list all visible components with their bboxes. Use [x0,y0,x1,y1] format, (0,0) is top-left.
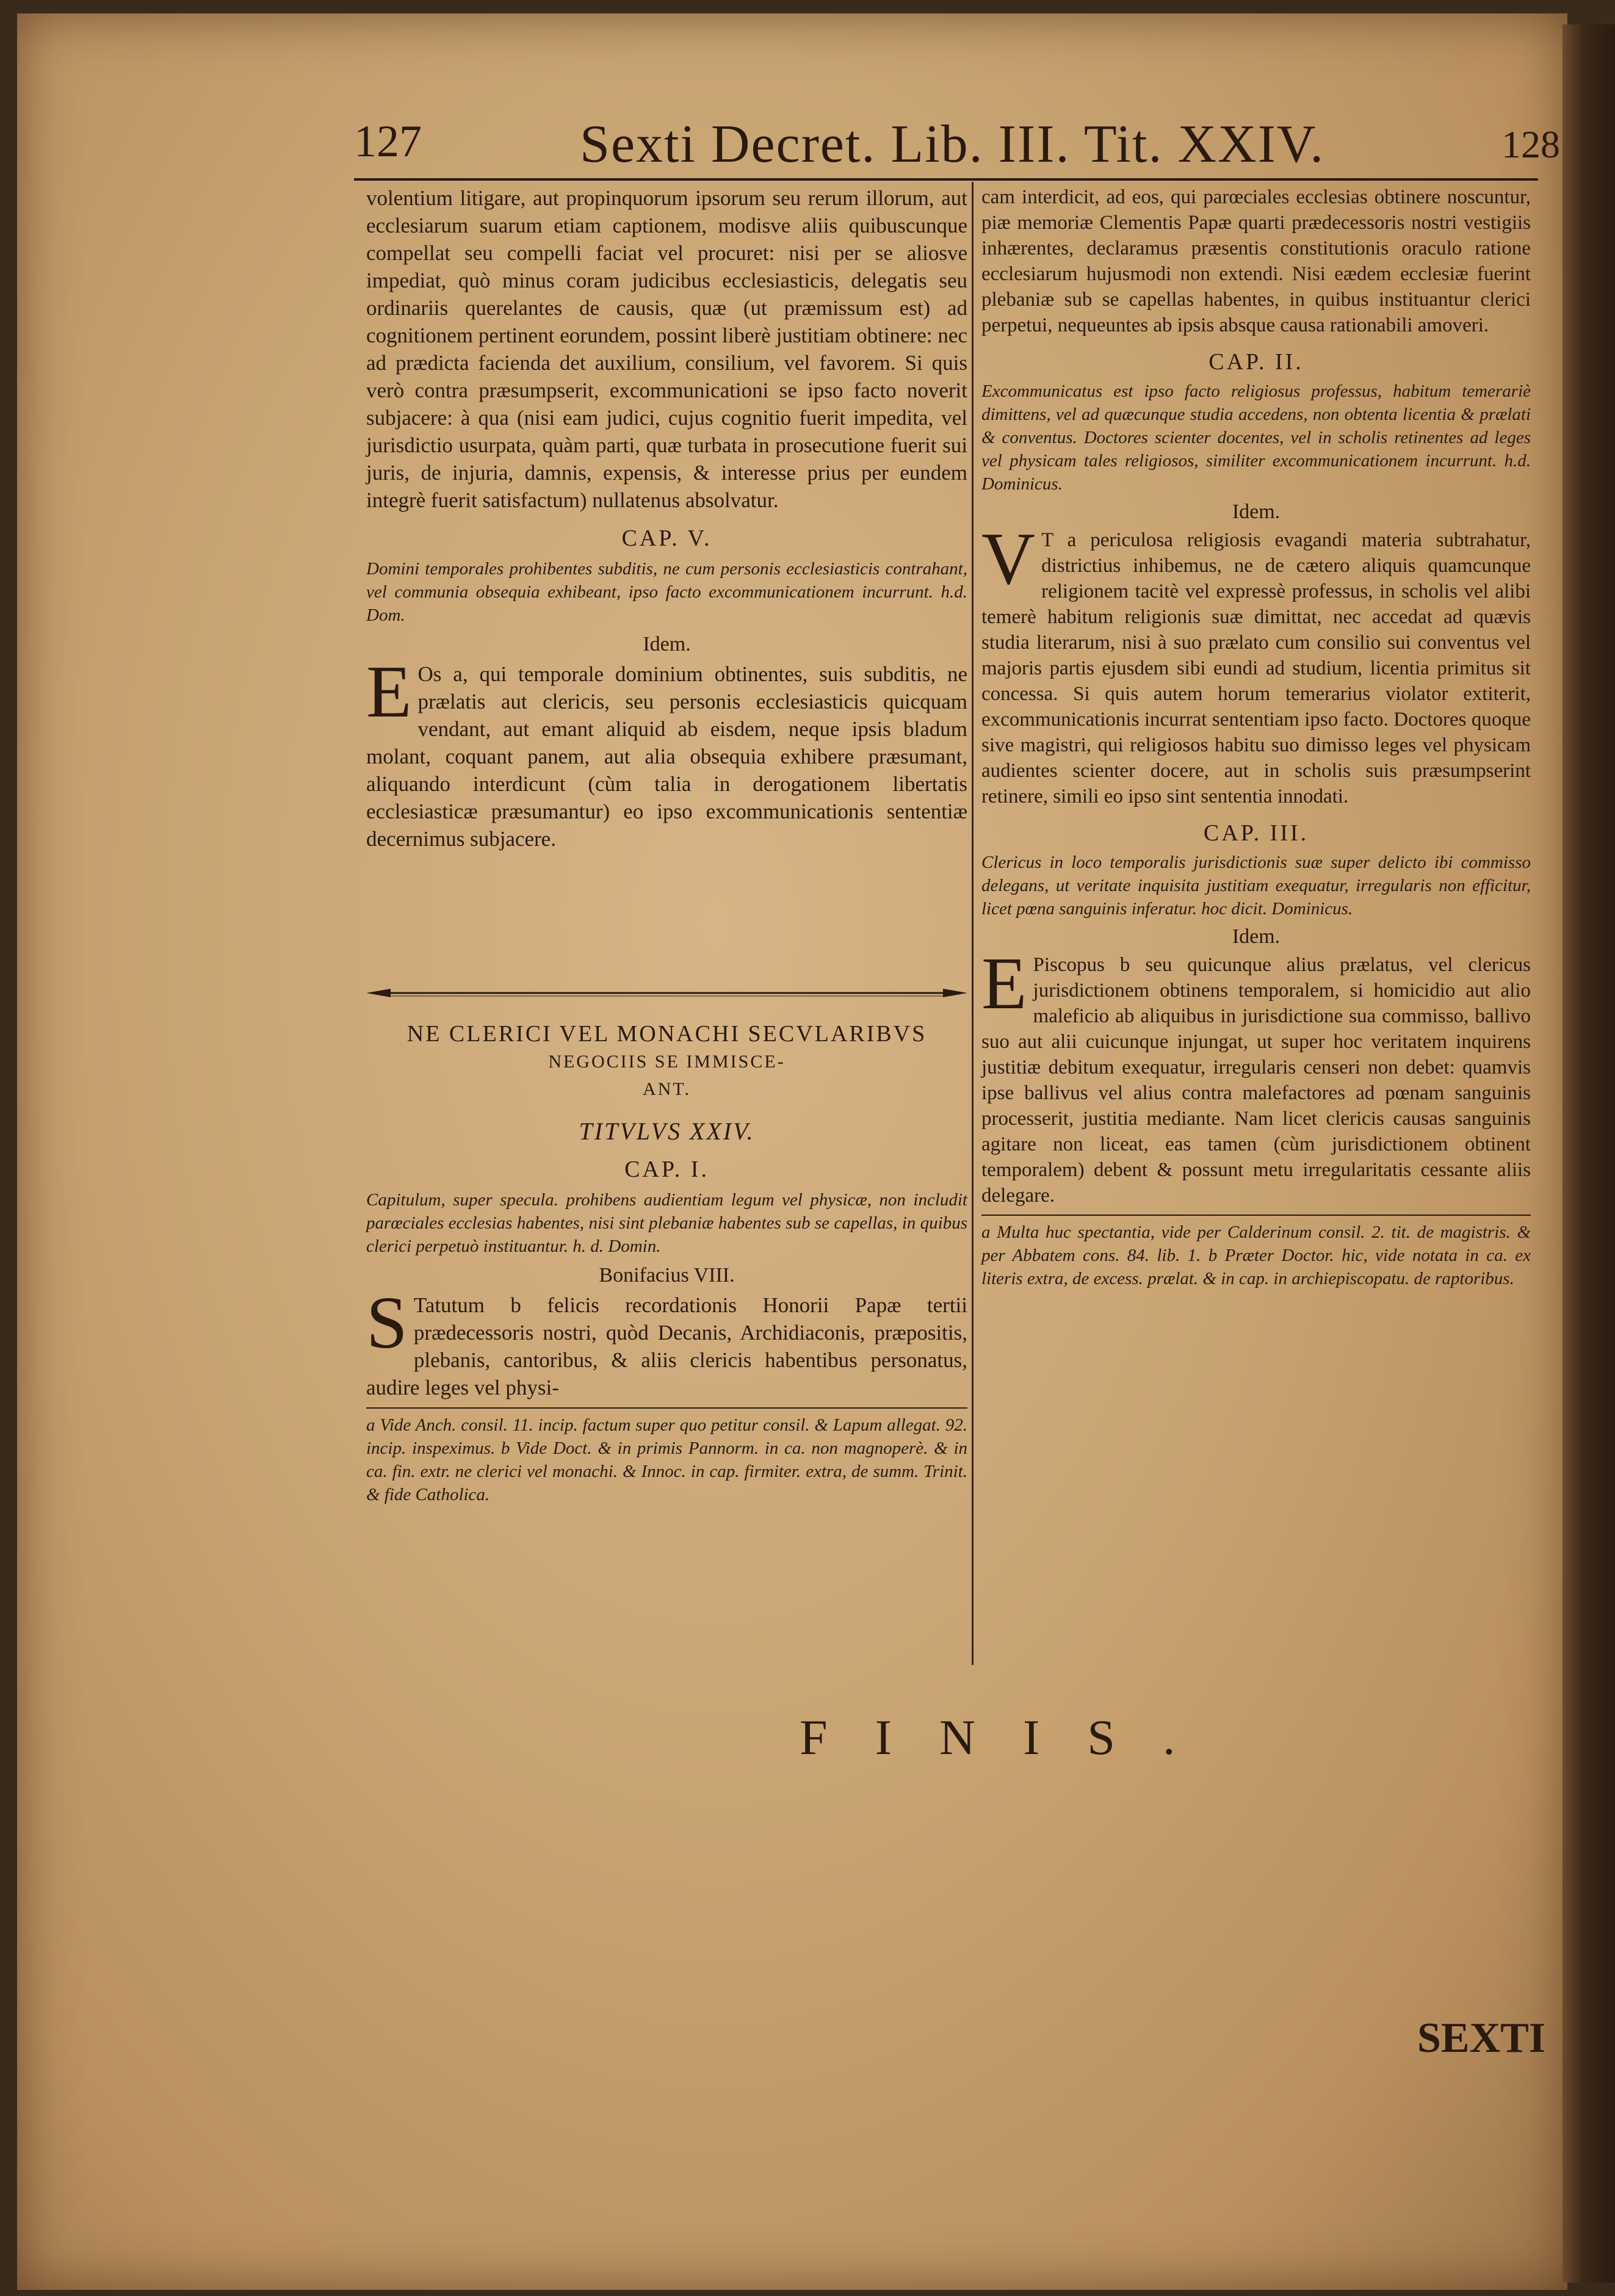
cap2-text: T a periculosa religiosis evagandi materia subtrahatur, districtius inhibemus, ne de cætero aliquis quamcunque religionem tacitè vel expressè professus, in scholis vel alibi temerè habitum religionis suæ dimittat, nec accedat ad quævis studia literarum, nisi à suo prælato cum consilio sui conventus vel majoris partis ejusdem sibi eundi ad studium, licentia primitus sit concessa. Si quis autem horum temerarius violator extiterit, excommunicationis incurrat sententiam ipso facto. Doctores quoque sive magistri, qui religiosos habitu suo dimisso leges vel physicam audientes scienter docere, aut in scholis suis præsumpserint retinere, simili eo ipso sint sententia innodati. [981,529,1531,807]
title-heading-line3: ANT. [643,1079,691,1099]
catchword: SEXTI [1417,2015,1546,2062]
cap3-summary: Clericus in loco temporalis jurisdictionis suæ super delicto ibi commisso delegans, ut veritate inquisita justitiam exequatur, irregularis non efficitur, licet pœna sanguinis inferatur. hoc dicit. Dominicus. [981,853,1531,919]
right-footnote-rule [981,1215,1531,1216]
cap5-summary: Domini temporales prohibentes subditis, ne cum personis ecclesiasticis contrahant, vel communia obsequia exhibeant, ipso facto excommunicationem incurrunt. h.d. Dom. [366,559,967,625]
running-header [354,110,1560,177]
cap5-dropcap: E [366,651,412,733]
cap2-dropcap: V [981,518,1036,600]
cap3-idem: Idem. [1232,925,1281,948]
finis: FINIS. [800,1709,1223,1765]
column-divider [972,182,974,1665]
cap1-author: Bonifacius VIII. [599,1264,735,1287]
cap3-text: Piscopus b seu quicunque alius prælatus, vel clericus jurisdictionem obtinens temporalem, si homicidio aut alio maleficio ab aliquibus in jurisdictione sua commisso, ballivo suo aut alii cuicunque injungat, ut super hoc veritatem inquirens justitiæ debitum exequatur, irregularis censeri non debet: quamvis ipse ballivus vel alius contra malefactores ad pœnam sanguinis processerit, justitia mediante. Nam licet clericis causas sanguinis agitare non liceat, eas tamen (cùm jurisdictionem obtinent temporalem) debent & possunt metu irregularitatis cessante aliis delegare. [981,954,1531,1207]
cap5-text: Os a, qui temporale dominium obtinentes, suis subditis, ne prælatis aut clericis, seu personis ecclesiasticis quicquam vendant, aut emant aliquid ab eisdem, neque ipsis bladum molant, coquant panem, aut alia obsequia exhibere præsumant, aliquando interdicunt (cùm talia in derogationem libertatis ecclesiasticæ præsumantur) eo ipso excommunicationis sententiæ decernimus subjacere. [366,662,967,851]
cap5-heading: CAP. V. [621,525,712,551]
right-opening-text: cam interdicit, ad eos, qui parœciales ecclesias obtinere noscuntur, piæ memoriæ Clementis Papæ quarti prædecessoris nostri vestigiis inhærentes, declaramus præsentis constitutionis oraculo ratione ecclesiarum hujusmodi non extendi. Nisi eædem ecclesiæ fuerint plebaniæ sub se capellas habentes, in quibus instituantur clerici perpetui, nequeuntes ab ipsis absque causa rationabili amoveri. [981,186,1531,336]
cap5-idem: Idem. [643,633,691,655]
right-page-number: 128 [1501,123,1560,166]
left-column-lower [366,1020,967,1506]
cap1-text: Tatutum b felicis recordationis Honorii Papæ tertii prædecessoris nostri, quòd Decanis, Archidiaconis, præpositis, plebanis, cantoribus, & aliis clericis habentibus personatus, audire leges vel physi- [366,1293,967,1399]
cap3-heading: CAP. III. [1203,820,1309,846]
left-footnote-rule [366,1407,967,1409]
titulus: TITVLVS XXIV. [579,1117,755,1145]
cap1-summary: Capitulum, super specula. prohibens audientiam legum vel physicæ, non includit parœciales ecclesias habentes, nisi sint plebaniæ habentes sub se capellas, in quibus clerici perpetuò instituantur. h. d. Domin. [366,1190,967,1256]
left-opening-text: volentium litigare, aut propinquorum ipsorum seu rerum illorum, aut ecclesiarum suarum etiam captionem, modisve aliis quibuscunque compellat seu compelli faciat vel procuret: nisi per se aliosve impediat, quò minus coram judicibus ecclesiasticis, delegatis seu ordinariis querelantes de causis, quæ (ut præmissum est) ad cognitionem pertinent eorundem, possint liberè justitiam obtinere: nec ad prædicta facienda det auxilium, consilium, vel favorem. Si quis verò contra præsumpserit, excommunicationi se ipso facto noverit subjacere: à qua (nisi eam judici, cujus cognitio fuerit impedita, vel jurisdictio usurpata, quàm parti, quæ turbata in prosecutione fuerit sui juris, de injuria, damnis, expensis, & interesse prius per eundem integrè fuerit satisfactum) nullatenus absolvatur. [366,186,967,512]
cap2-paragraph [981,518,1531,809]
left-column-upper [366,184,967,856]
header-rule [354,178,1538,181]
left-footnotes: a Vide Anch. consil. 11. incip. factum super quo petitur consil. & Lapum allegat. 92. incip. inspeximus. b Vide Doct. & in primis Pannorm. in ca. non magnoperè. & in ca. fin. extr. ne clerici vel monachi. & Innoc. in cap. firmiter. extra, de summ. Trinit. & fide Catholica. [366,1415,967,1504]
cap1-dropcap: S [366,1282,408,1364]
cap2-idem: Idem. [1232,500,1281,523]
title-heading-line2: NEGOCIIS SE IMMISCE- [548,1052,786,1072]
cap2-summary: Excommunicatus est ipso facto religiosus professus, habitum temerariè dimittens, vel ad quæcunque studia accedens, non obtenta licentia & prælati & conventus. Doctores scienter docentes, vel in scholis retinentes ad leges vel physicam tales religiosos, similiter excommunicationem incurrunt. h.d. Dominicus. [981,381,1531,494]
right-column [981,184,1531,1290]
cap3-paragraph [981,942,1531,1208]
cap5-paragraph [366,651,967,853]
cap1-paragraph [366,1282,967,1401]
ornamental-divider [366,987,967,998]
cap2-heading: CAP. II. [1209,349,1304,375]
right-footnotes: a Multa huc spectantia, vide per Calderinum consil. 2. tit. de magistris. & per Abbatem cons. 84. lib. 1. b Præter Doctor. hic, vide notata in ca. ex literis extra, de excess. prælat. & in cap. in archiepiscopatu. de raptoribus. [981,1222,1531,1288]
left-page-number: 127 [354,117,422,167]
title-heading-line1: NE CLERICI VEL MONACHI SECVLARIBVS [406,1021,927,1047]
book-spine-edge [1563,24,1615,2283]
cap3-dropcap: E [981,942,1027,1025]
cap1-heading: CAP. I. [624,1157,709,1182]
running-title: Sexti Decret. Lib. III. Tit. XXIV. [580,115,1325,174]
